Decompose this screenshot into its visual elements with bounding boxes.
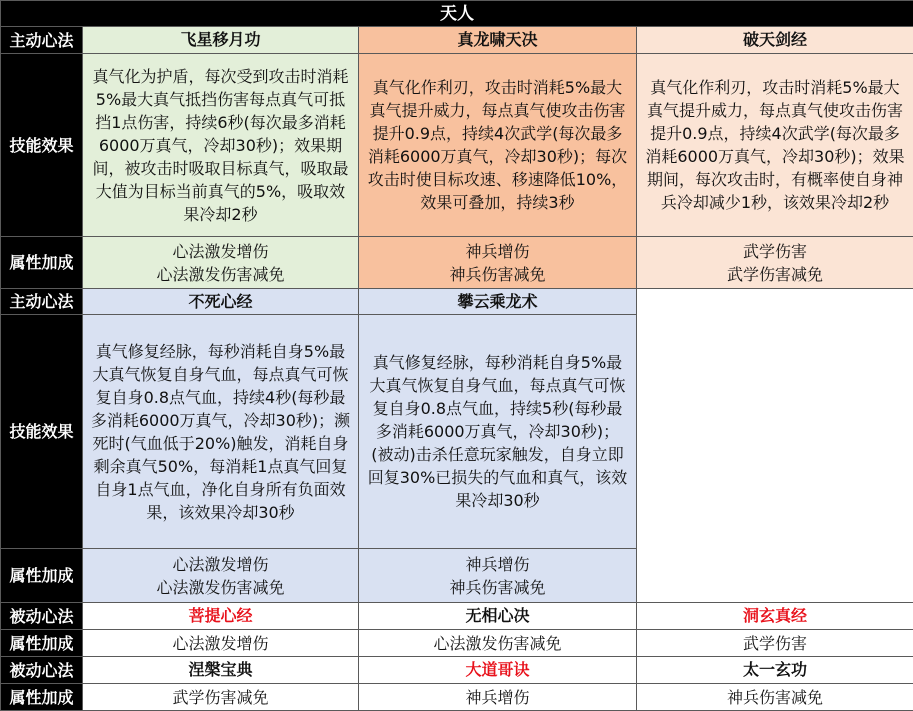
skill-name: 破天剑经 (637, 27, 913, 54)
attr-line: 武学伤害 (641, 240, 909, 263)
row-label-effect: 技能效果 (1, 54, 83, 237)
skill-name: 飞星移月功 (83, 27, 359, 54)
passive-attr: 心法激发增伤 (83, 630, 359, 657)
skill-attr (359, 549, 637, 603)
row-label-attr: 属性加成 (1, 237, 83, 289)
passive-attr: 心法激发伤害减免 (359, 630, 637, 657)
row-label-attr: 属性加成 (1, 549, 83, 603)
passive-attr: 武学伤害减免 (83, 684, 359, 711)
skill-attr (359, 237, 637, 289)
row-label-attr: 属性加成 (1, 630, 83, 657)
passive-attr-row-1 (1, 630, 913, 657)
skill-effect: 真气化作利刃，攻击时消耗5%最大真气提升威力，每点真气使攻击伤害提升0.9点，持续4次武学(每次最多消耗6000万真气，冷却30秒)；每次攻击时使目标攻速、移速降低10%，效果可叠加，持续3秒 (359, 54, 637, 237)
active-top-name-row (1, 27, 913, 54)
title-row (1, 1, 913, 27)
attr-line: 武学伤害减免 (641, 263, 909, 286)
passive-name: 洞玄真经 (637, 603, 913, 630)
skill-name: 攀云乘龙术 (359, 289, 637, 315)
skill-name: 真龙啸天决 (359, 27, 637, 54)
passive-name: 大道哥诀 (359, 657, 637, 684)
active-top-attr-row (1, 237, 913, 289)
attr-line: 心法激发伤害减免 (87, 576, 354, 599)
active-top-effect-row (1, 54, 913, 237)
passive-attr-row-2 (1, 684, 913, 711)
attr-line: 神兵增伤 (363, 240, 632, 263)
attr-line: 心法激发伤害减免 (87, 263, 354, 286)
attr-line: 心法激发增伤 (87, 553, 354, 576)
attr-line: 神兵增伤 (363, 553, 632, 576)
skill-attr (83, 549, 359, 603)
skill-attr (83, 237, 359, 289)
passive-attr: 武学伤害 (637, 630, 913, 657)
skill-effect: 真气化作利刃，攻击时消耗5%最大真气提升威力，每点真气使攻击伤害提升0.9点，持续4次武学(每次最多消耗6000万真气，冷却30秒)；效果期间，每次攻击时，有概率使自身神兵冷却减少1秒，该效果冷却2秒 (637, 54, 913, 237)
passive-attr: 神兵增伤 (359, 684, 637, 711)
attr-line: 神兵伤害减免 (363, 263, 632, 286)
row-label-active: 主动心法 (1, 289, 83, 315)
row-label-passive: 被动心法 (1, 603, 83, 630)
skill-effect: 真气化为护盾，每次受到攻击时消耗5%最大真气抵挡伤害每点真气可抵挡1点伤害，持续6秒(每次最多消耗6000万真气，冷却30秒)；效果期间，被攻击时吸取目标真气，吸取最大值为目标当前真气的5%，吸取效果冷却2秒 (83, 54, 359, 237)
passive-attr: 神兵伤害减免 (637, 684, 913, 711)
row-label-attr: 属性加成 (1, 684, 83, 711)
row-label-active: 主动心法 (1, 27, 83, 54)
skill-name: 不死心经 (83, 289, 359, 315)
passive-name: 无相心决 (359, 603, 637, 630)
passive-name: 菩提心经 (83, 603, 359, 630)
passive-name: 涅槃宝典 (83, 657, 359, 684)
passive-name-row-1 (1, 603, 913, 630)
attr-line: 心法激发增伤 (87, 240, 354, 263)
passive-name: 太一玄功 (637, 657, 913, 684)
row-label-effect: 技能效果 (1, 315, 83, 549)
table-title: 天人 (1, 1, 913, 27)
row-label-passive: 被动心法 (1, 657, 83, 684)
skill-effect: 真气修复经脉，每秒消耗自身5%最大真气恢复自身气血，每点真气可恢复自身0.8点气血，持续4秒(每秒最多消耗6000万真气，冷却30秒)；濒死时(气血低于20%)触发，消耗自身剩余真气50%，每消耗1点真气回复自身1点气血，净化自身所有负面效果，该效果冷却30秒 (83, 315, 359, 549)
active-bottom-name-row (1, 289, 913, 315)
attr-line: 神兵伤害减免 (363, 576, 632, 599)
skill-attr (637, 237, 913, 289)
skill-effect: 真气修复经脉，每秒消耗自身5%最大真气恢复自身气血，每点真气可恢复自身0.8点气血，持续5秒(每秒最多消耗6000万真气，冷却30秒)；(被动)击杀任意玩家触发，自身立即回复30%已损失的气血和真气，该效果冷却30秒 (359, 315, 637, 549)
empty-cell (637, 289, 913, 603)
passive-name-row-2 (1, 657, 913, 684)
